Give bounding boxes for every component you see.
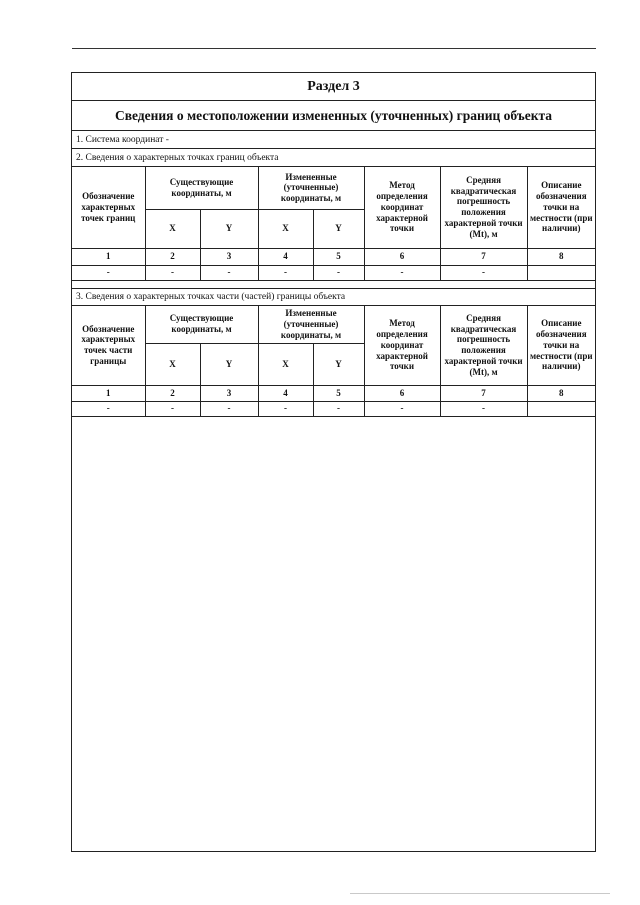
col-changed-coords: Измененные (уточненные) координаты, м	[258, 167, 364, 209]
table-row-column-numbers: 1 2 3 4 5 6 7 8	[72, 248, 595, 265]
col-existing-y: Y	[200, 209, 258, 248]
table-boundary-points	[72, 167, 595, 281]
col-description: Описание обозначения точки на местности (при наличии)	[527, 306, 595, 385]
table-row: - - - - - - -	[72, 401, 595, 416]
col-changed-y: Y	[313, 209, 364, 248]
col-mean-error: Средняя квадратическая погрешность положения характерной точки (Mt), м	[440, 306, 527, 385]
section-heading: Раздел 3	[72, 73, 595, 101]
col-description: Описание обозначения точки на местности (при наличии)	[527, 167, 595, 248]
col-changed-x: X	[258, 343, 313, 385]
section-title: Сведения о местоположении измененных (уточненных) границ объекта	[72, 101, 595, 131]
col-existing-coords: Существующие координаты, м	[145, 167, 258, 209]
col-changed-x: X	[258, 209, 313, 248]
col-existing-x: X	[145, 209, 200, 248]
col-method: Метод определения координат характерной точки	[364, 306, 440, 385]
col-changed-y: Y	[313, 343, 364, 385]
col-changed-coords: Измененные (уточненные) координаты, м	[258, 306, 364, 343]
subsection-3-heading: 3. Сведения о характерных точках части (частей) границы объекта	[72, 288, 595, 306]
coordinate-system-line: 1. Система координат -	[72, 131, 595, 149]
table-part-boundary-points	[72, 306, 595, 417]
col-mean-error: Средняя квадратическая погрешность положения характерной точки (Mt), м	[440, 167, 527, 248]
col-existing-y: Y	[200, 343, 258, 385]
scan-artifact-line	[350, 893, 610, 900]
col-point-designation: Обозначение характерных точек границ	[72, 167, 145, 248]
subsection-2-heading: 2. Сведения о характерных точках границ объекта	[72, 149, 595, 167]
table-row: - - - - - - -	[72, 265, 595, 280]
table-row-column-numbers: 1 2 3 4 5 6 7 8	[72, 385, 595, 401]
form-frame	[71, 72, 596, 852]
col-existing-coords: Существующие координаты, м	[145, 306, 258, 343]
col-existing-x: X	[145, 343, 200, 385]
top-rule	[72, 48, 596, 49]
col-point-designation: Обозначение характерных точек части границы	[72, 306, 145, 385]
col-method: Метод определения координат характерной точки	[364, 167, 440, 248]
